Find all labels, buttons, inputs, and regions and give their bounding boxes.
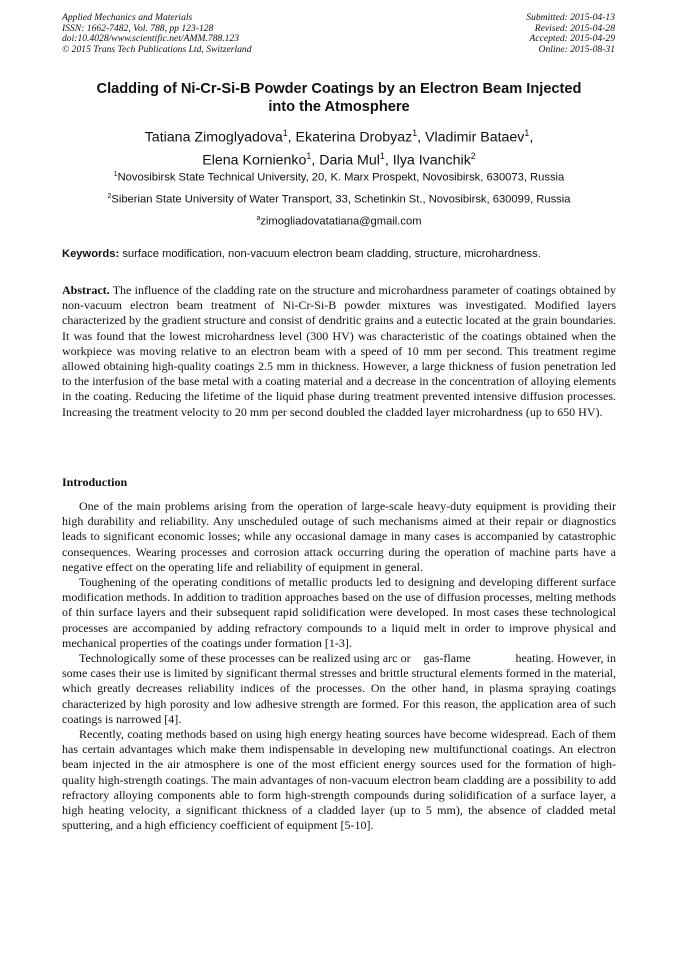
author-separator: ,: [287, 129, 296, 146]
author-affiliation-mark: 1: [282, 128, 288, 138]
abstract: [62, 283, 616, 420]
paper-title: [66, 80, 612, 116]
author-name: Daria Mul: [319, 152, 380, 169]
issn: ISSN: 1662-7482, Vol. 788, pp 123-128: [62, 22, 214, 34]
affiliation-mark: 1: [113, 171, 118, 178]
author-affiliation-mark: 1: [524, 128, 530, 138]
doi: doi:10.4028/www.scientific.net/AMM.788.123: [62, 33, 240, 45]
author-separator: ,: [417, 129, 426, 146]
online-date: Online: 2015-08-31: [538, 43, 615, 55]
author-line-2: [66, 147, 612, 170]
paper-title-line-1: Cladding of Ni-Cr-Si-B Powder Coatings by an Electron Beam Injected: [96, 81, 582, 97]
introduction-heading: Introduction: [62, 475, 128, 489]
abstract-label: Abstract.: [62, 283, 110, 297]
author-name: Tatiana Zimoglyadova: [144, 129, 283, 146]
accepted-date: Accepted: 2015-04-29: [529, 33, 615, 45]
affiliation-1: [40, 168, 638, 185]
submitted-date: Submitted: 2015-04-13: [526, 12, 615, 23]
author-separator: ,: [384, 152, 393, 169]
copyright: © 2015 Trans Tech Publications Ltd, Switzerland: [62, 43, 252, 55]
paragraph: Technologically some of these processes can be realized using arc or gas-flame heating. However, in some cases their use is limited by significant thermal stresses and brittle structural elements formed in the material, which greatly decreases reliability indices of the processes. On the other hand, in plasma spraying coatings characterized by high porosity and low adhesive strength are formed. For this reason, the application area of such coatings is narrowed [4].: [62, 651, 619, 726]
keywords: [62, 248, 617, 261]
journal-info: [62, 13, 252, 55]
author-separator: ,: [529, 129, 534, 146]
author-name: Ilya Ivanchik: [392, 152, 471, 169]
email-address[interactable]: zimogliadovatatiana@gmail.com: [260, 215, 422, 228]
author-affiliation-mark: 1: [306, 150, 312, 161]
publication-dates: [526, 13, 615, 55]
email-line: [40, 212, 638, 229]
paper-title-line-2: into the Atmosphere: [268, 99, 410, 115]
author-affiliation-mark: 1: [412, 128, 418, 138]
affiliation-mark: 2: [107, 193, 112, 200]
affiliation-text: Novosibirsk State Technical University, 20, K. Marx Prospekt, Novosibirsk, 630073, Russia: [117, 171, 565, 184]
affiliation-2: [40, 190, 638, 207]
revised-date: Revised: 2015-04-28: [534, 22, 615, 34]
paragraph: Recently, coating methods based on using high energy heating sources have become widespread. Each of them has certain advantages which make them indispensable in developing new multifunctional coatings. An electron beam injected in the air atmosphere is one of the most efficient energy sources used for the formation of high-quality high-strength coatings. The main advantages of non-vacuum electron beam cladding are a possibility to add refractory alloying components able to form high-strength compounds during solidification of a surface layer, a high heating velocity, a significant thickness of a cladded layer (up to 5 mm), the absence of cladded metal sputtering, and a high efficiency coefficient of equipment [5-10].: [62, 727, 616, 833]
abstract-text: The influence of the cladding rate on the structure and microhardness parameter of coatings obtained by non-vacuum electron beam treatment of Ni-Cr-Si-B powder mixtures was investigated. Modified layers characterized by the gradient structure and consist of dendritic grains and a eutectic located at the grain boundaries. It was found that the lowest microhardness level (300 HV) was characteristic of the coatings obtained when the workpiece was moving relative to an electron beam with a speed of 10 mm per second. This treatment regime allowed obtaining high-quality coatings 2.5 mm in thickness. However, a large thickness of fusion penetration led to the interfusion of the base metal with a coating material and a decrease in the concentration of alloying elements in the coating. Reducing the lifetime of the liquid phase during treatment prevented intensive diffusion processes. Increasing the treatment velocity to 20 mm per second doubled the cladded layer microhardness (up to 650 HV).: [62, 283, 616, 419]
email-mark: a: [256, 215, 261, 222]
paragraph: Toughening of the operating conditions of metallic products led to designing and developing different surface modification methods. In addition to tradition approaches based on the use of diffusion processes, melting methods of thin surface layers and their subsequent rapid solidification were developed. In most cases these technological processes are accompanied by adding refractory compounds to a liquid melt in order to improve physical and mechanical properties of the coatings under formation [1-3].: [62, 575, 616, 650]
paragraph: One of the main problems arising from the operation of large-scale heavy-duty equipment is providing their high durability and reliability. Any unscheduled outage of such mechanisms aimed at their repair or diagnostics leads to significant economic losses; while any occasional damage in many cases is accompanied by catastrophic consequences. Wearing processes and corrosion attack occurring during the operation of machine parts have a negative effect on the operating life and reliability of equipment in general.: [62, 499, 616, 574]
keywords-text: surface modification, non-vacuum electron beam cladding, structure, microhardness.: [122, 248, 541, 260]
author-separator: ,: [311, 152, 320, 169]
journal-name: Applied Mechanics and Materials: [62, 12, 193, 23]
keywords-label: Keywords:: [62, 248, 120, 260]
author-affiliation-mark: 1: [379, 150, 385, 161]
author-name: Ekaterina Drobyaz: [295, 129, 413, 146]
author-list: [66, 124, 612, 169]
affiliation-text: Siberian State University of Water Transport, 33, Schetinkin St., Novosibirsk, 630099, Russia: [111, 193, 571, 206]
introduction-body: [62, 499, 619, 833]
author-affiliation-mark: 2: [470, 150, 476, 161]
author-name: Vladimir Bataev: [425, 129, 525, 146]
author-line-1: [66, 124, 612, 147]
author-name: Elena Kornienko: [202, 152, 307, 169]
